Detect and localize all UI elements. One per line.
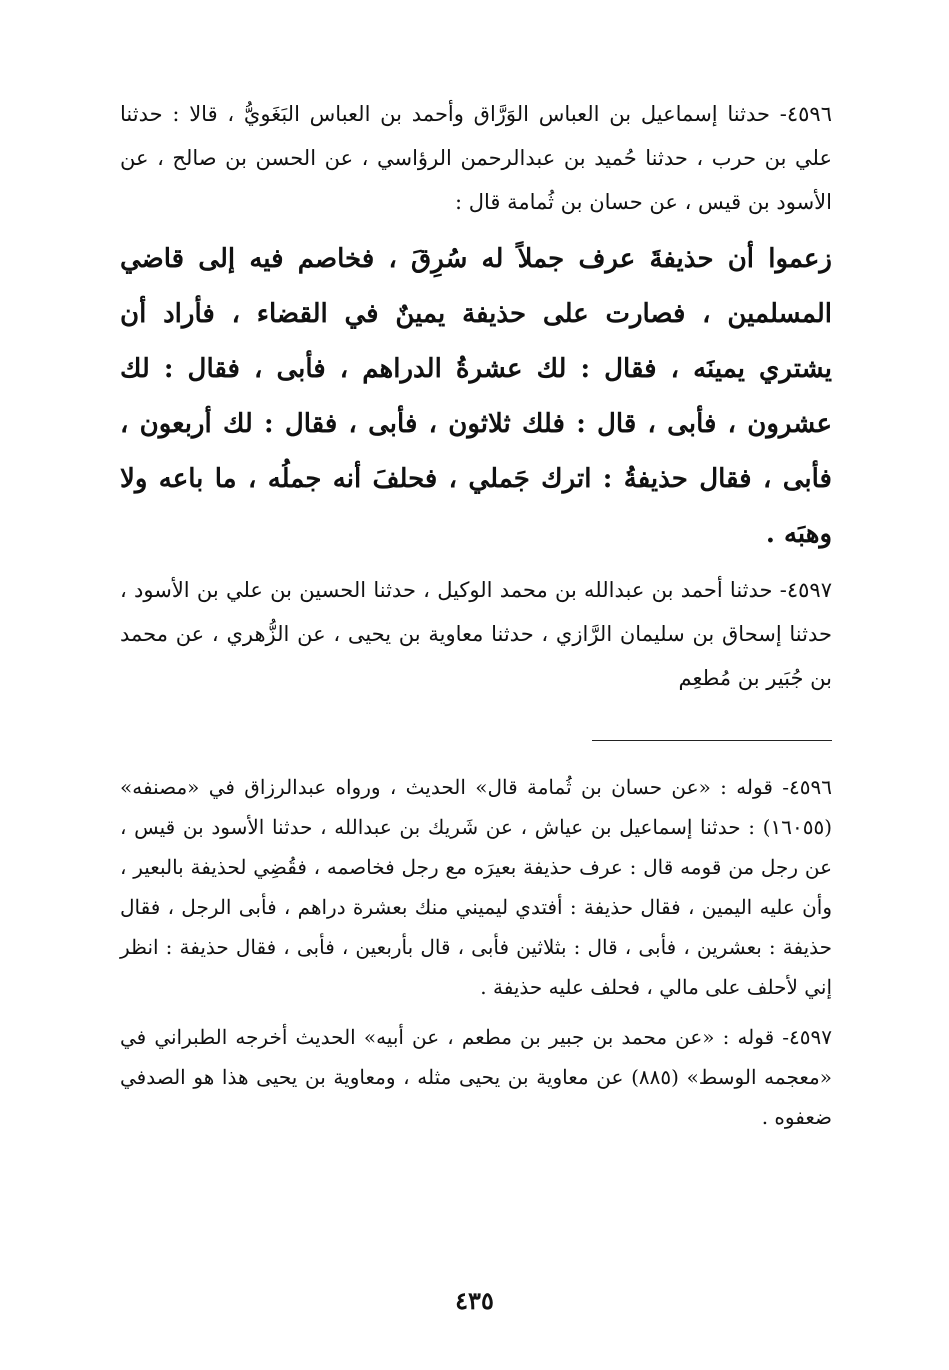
footnote-number: ٤٥٩٧- [782,1025,833,1049]
entry-number: ٤٥٩٦- [779,102,832,126]
footnote-4597 [120,1017,832,1137]
footnote-4596 [120,767,832,1007]
footnote-text: قوله : «عن حسان بن ثُمامة قال» الحديث ، ورواه عبدالرزاق في «مصنفه» (١٦٠٥٥) : حدثنا إسماعيل بن عياش ، عن شَريك بن عبدالله ، حدثنا الأسود بن قيس ، عن رجل من قومه قال : عرف حذيفة بعيرَه مع رجل فخاصمه ، فقُضِي لحذيفة بالبعير ، وأن عليه اليمين ، فقال حذيفة : أفتدي ليميني منك بعشرة دراهم ، فأبى الرجل ، فقال حذيفة : بعشرين ، فأبى ، قال : بثلاثين فأبى ، قال بأربعين ، فأبى ، فقال حذيفة : انظر إني لأحلف على مالي ، فحلف عليه حذيفة . [120,775,832,999]
entry-number: ٤٥٩٧- [779,578,832,602]
hadith-text: زعموا أن حذيفةَ عرف جملاً له سُرِقَ ، فخاصم فيه إلى قاضي المسلمين ، فصارت على حذيفة يمينٌ في القضاء ، فأراد أن يشتري يمينَه ، فقال : لك عشرةُ الدراهم ، فأبى ، فقال : لك عشرون ، فأبى ، قال : فلك ثلاثون ، فأبى ، فقال : لك أربعون ، فأبى ، فقال حذيفةُ : اترك جَملي ، فحلفَ أنه جملُه ، ما باعه ولا وهبَه . [120,244,832,549]
page-body [120,92,832,1147]
footnotes-section [120,767,832,1137]
entry-4597 [120,568,832,700]
footnote-text: قوله : «عن محمد بن جبير بن مطعم ، عن أبيه» الحديث أخرجه الطبراني في «معجمه الوسط» (٨٨٥) عن معاوية بن يحيى مثله ، ومعاوية بن يحيى هذا هو الصدفي ضعفوه . [120,1025,832,1129]
entry-4596 [120,92,832,224]
footnote-divider [592,740,832,741]
entry-text: حدثنا أحمد بن عبدالله بن محمد الوكيل ، حدثنا الحسين بن علي بن الأسود ، حدثنا إسحاق بن سليمان الرَّازي ، حدثنا معاوية بن يحيى ، عن الزُّهري ، عن محمد بن جُبَير بن مُطعِم [120,578,832,690]
page-number: ٤٣٥ [455,1286,494,1315]
footnote-number: ٤٥٩٦- [782,775,832,799]
hadith-matn [120,232,832,562]
entry-text: حدثنا إسماعيل بن العباس الوَرَّاق وأحمد بن العباس البَغَويُّ ، قالا : حدثنا علي بن حرب ، حدثنا حُميد بن عبدالرحمن الرؤاسي ، عن الحسن بن صالح ، عن الأسود بن قيس ، عن حسان بن ثُمامة قال : [120,102,832,214]
